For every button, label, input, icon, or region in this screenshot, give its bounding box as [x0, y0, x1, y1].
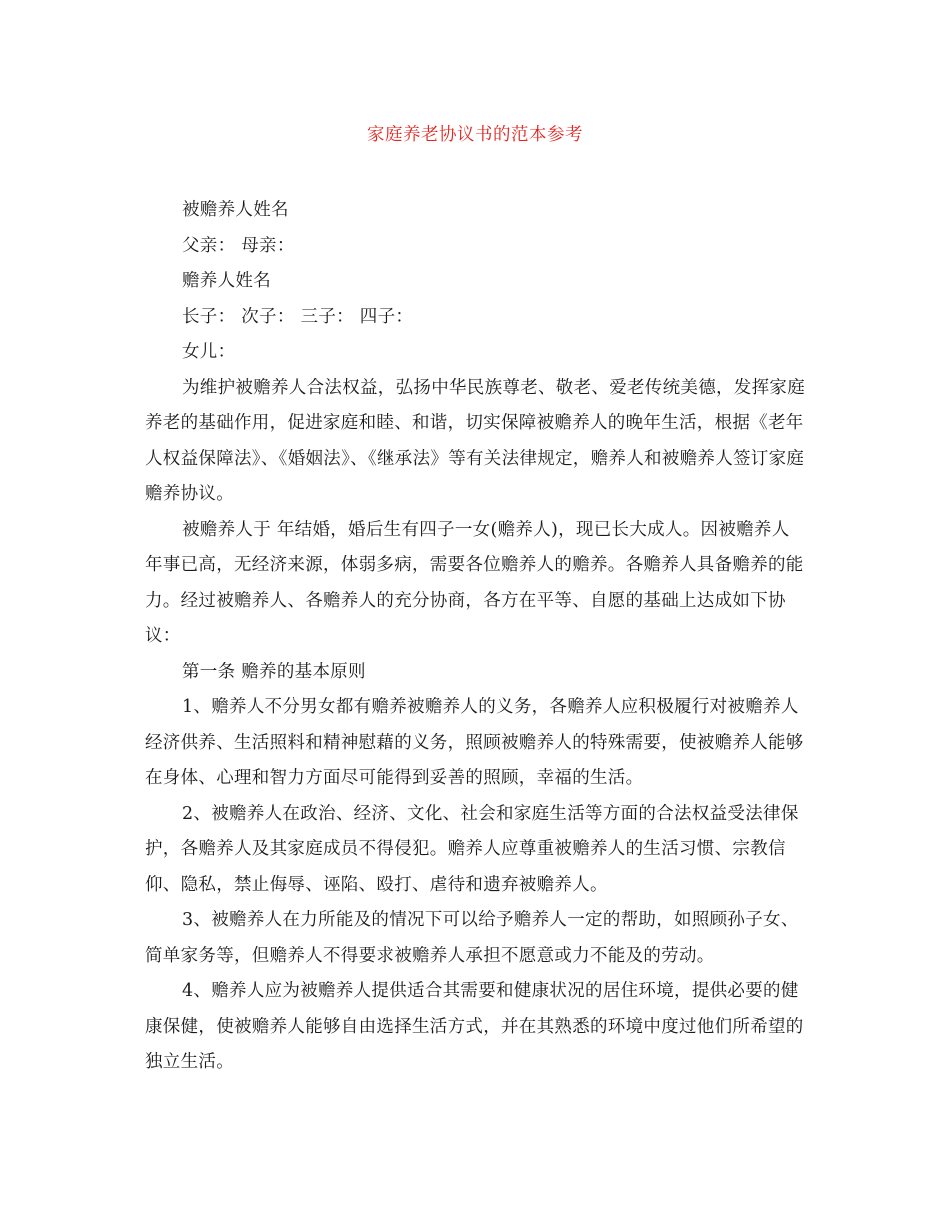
clause-4: 4、赡养人应为被赡养人提供适合其需要和健康状况的居住环境，提供必要的健康保健，使被赡养人能够自由选择生活方式，并在其熟悉的环境中度过他们所希望的独立生活。 — [145, 981, 804, 1072]
document-title: 家庭养老协议书的范本参考 — [367, 125, 583, 145]
paragraph-supported-person-name: 被赡养人姓名 — [182, 200, 289, 220]
document-body — [145, 193, 805, 1081]
paragraph-purpose: 为维护被赡养人合法权益，弘扬中华民族尊老、敬老、爱老传统美德，发挥家庭养老的基础作用，促进家庭和睦、和谐，切实保障被赡养人的晚年生活，根据《老年人权益保障法》、《婚姻法》、《继承法》等有关法律规定，赡养人和被赡养人签订家庭赡养协议。 — [145, 377, 805, 504]
clause-1: 1、赡养人不分男女都有赡养被赡养人的义务，各赡养人应积极履行对被赡养人经济供养、生活照料和精神慰藉的义务，照顾被赡养人的特殊需要，使被赡养人能够在身体、心理和智力方面尽可能得到妥善的照顾，幸福的生活。 — [145, 697, 804, 788]
article-1-heading: 第一条 赡养的基本原则 — [182, 661, 366, 682]
paragraph-daughter: 女儿： — [182, 342, 236, 362]
clause-3: 3、被赡养人在力所能及的情况下可以给予赡养人一定的帮助，如照顾孙子女、简单家务等，但赡养人不得要求被赡养人承担不愿意或力不能及的劳动。 — [145, 910, 799, 966]
paragraph-parents: 父亲： 母亲： — [182, 235, 295, 256]
clause-2: 2、被赡养人在政治、经济、文化、社会和家庭生活等方面的合法权益受法律保护，各赡养人及其家庭成员不得侵犯。赡养人应尊重被赡养人的生活习惯、宗教信仰、隐私，禁止侮辱、诬陷、殴打、虐待和遗弃被赡养人。 — [145, 803, 799, 895]
paragraph-background: 被赡养人于 年结婚，婚后生有四子一女(赡养人)，现已长大成人。因被赡养人年事已高，无经济来源，体弱多病，需要各位赡养人的赡养。各赡养人具备赡养的能力。经过被赡养人、各赡养人的充分协商，各方在平等、自愿的基础上达成如下协议： — [145, 519, 804, 646]
paragraph-supporter-name: 赡养人姓名 — [182, 271, 271, 291]
paragraph-sons: 长子： 次子： 三子： 四子： — [182, 306, 414, 327]
